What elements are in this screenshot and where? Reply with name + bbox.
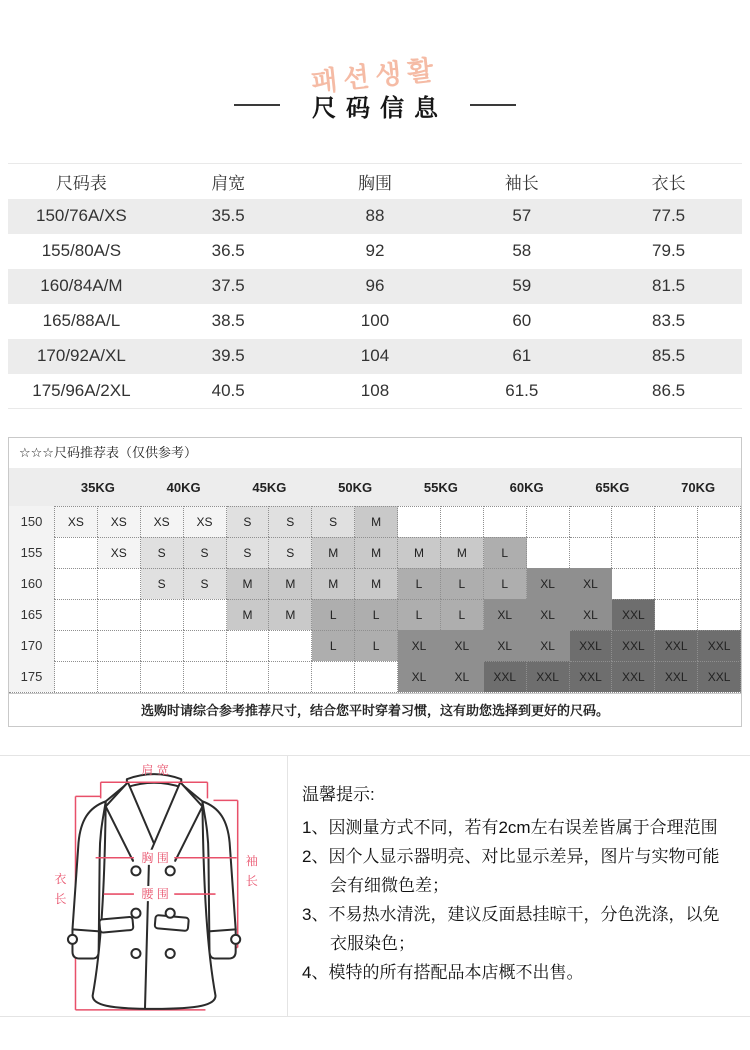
size-table-body: [8, 199, 742, 409]
reco-cell: XL: [527, 630, 570, 661]
reco-cell: XS: [141, 506, 184, 537]
reco-cell: M: [227, 568, 270, 599]
reco-cell: XL: [484, 630, 527, 661]
reco-cell: S: [227, 506, 270, 537]
reco-cell: M: [355, 537, 398, 568]
table-row: [8, 234, 742, 269]
reco-cell: XXL: [612, 661, 655, 692]
reco-cell: [655, 599, 698, 630]
weight-header: 70KG: [681, 479, 716, 495]
reco-cell: [698, 568, 741, 599]
weight-header: 65KG: [595, 479, 630, 495]
reco-cell: S: [141, 537, 184, 568]
size-cell: 61.5: [505, 380, 539, 400]
reco-grid: [9, 506, 741, 693]
shoulder-width-label: 肩 宽: [140, 763, 169, 778]
reco-cell: S: [269, 537, 312, 568]
reco-cell: XXL: [698, 630, 741, 661]
reco-cell: [441, 506, 484, 537]
size-cell: 39.5: [211, 346, 245, 365]
size-table: [8, 163, 742, 409]
page-title: 尺码信息: [312, 94, 448, 122]
reco-cell: S: [312, 506, 355, 537]
size-cell: 175/96A/2XL: [32, 380, 131, 400]
size-cell: 58: [512, 241, 532, 260]
reco-cell: M: [269, 568, 312, 599]
tips-list: [302, 813, 732, 987]
reco-cell: XXL: [527, 661, 570, 692]
reco-cell: XL: [441, 661, 484, 692]
chest-label: 胸 围: [140, 850, 169, 865]
reco-cell: [55, 537, 98, 568]
reco-cell: XL: [398, 661, 441, 692]
reco-cell: XL: [484, 599, 527, 630]
reco-cell: L: [355, 630, 398, 661]
reco-cell: XL: [570, 568, 613, 599]
size-cell: 36.5: [211, 241, 245, 260]
reco-cell: XL: [527, 568, 570, 599]
tips-panel: [288, 756, 750, 1016]
size-cell: 37.5: [211, 276, 245, 295]
reco-cell: M: [269, 599, 312, 630]
reco-cell: [269, 630, 312, 661]
reco-cell: XL: [570, 599, 613, 630]
size-column-header: 胸围: [357, 173, 392, 193]
reco-cell: XL: [527, 599, 570, 630]
reco-cell: [570, 506, 613, 537]
measurement-diagram: [0, 756, 288, 1016]
reco-cell: [141, 630, 184, 661]
reco-cell: [698, 537, 741, 568]
reco-cell: [698, 506, 741, 537]
reco-cell: L: [441, 568, 484, 599]
size-column-header: 尺码表: [55, 173, 107, 193]
reco-cell: S: [184, 568, 227, 599]
size-column-header: 衣长: [651, 173, 686, 193]
title-right-dash: [470, 104, 516, 106]
reco-cell: M: [355, 506, 398, 537]
size-column-header: 袖长: [504, 173, 539, 193]
reco-cell: S: [141, 568, 184, 599]
weight-header: 35KG: [80, 479, 115, 495]
reco-cell: [227, 661, 270, 692]
reco-cell: [184, 661, 227, 692]
weight-header: 45KG: [252, 479, 287, 495]
tip-item: 3、不易热水清洗，建议反面悬挂晾干，分色洗涤，以免衣服染色；: [302, 905, 720, 953]
weight-header: 60KG: [509, 479, 544, 495]
height-label: 150: [9, 506, 55, 537]
reco-cell: [141, 661, 184, 692]
size-cell: 38.5: [211, 311, 245, 330]
reco-cell: L: [484, 568, 527, 599]
reco-cell: XL: [398, 630, 441, 661]
reco-cell: XXL: [655, 661, 698, 692]
reco-cell: XS: [55, 506, 98, 537]
size-cell: 92: [365, 241, 385, 260]
size-cell: 108: [360, 380, 390, 400]
reco-cell: XS: [98, 506, 141, 537]
waist-label: 腰 围: [140, 887, 169, 902]
reco-cell: S: [269, 506, 312, 537]
size-cell: 88: [365, 206, 385, 225]
reco-cell: XXL: [655, 630, 698, 661]
size-cell: 170/92A/XL: [36, 346, 126, 365]
reco-cell: [655, 506, 698, 537]
size-cell: 60: [512, 311, 532, 330]
size-cell: 57: [512, 206, 532, 225]
size-cell: 79.5: [652, 241, 686, 260]
reco-cell: S: [227, 537, 270, 568]
reco-cell: [612, 568, 655, 599]
size-cell: 165/88A/L: [42, 311, 121, 330]
reco-cell: [98, 599, 141, 630]
reco-cell: XS: [98, 537, 141, 568]
recommendation-note: 选购时请综合参考推荐尺寸，结合您平时穿着习惯，这有助您选择到更好的尺码。: [9, 693, 741, 726]
reco-row: [9, 599, 741, 630]
length-label: 衣长: [53, 871, 66, 907]
reco-cell: M: [227, 599, 270, 630]
reco-cell: [269, 661, 312, 692]
size-column-header: 肩宽: [211, 173, 246, 193]
reco-cell: [355, 661, 398, 692]
table-row: [8, 304, 742, 339]
size-cell: 100: [360, 311, 390, 330]
tip-item: 2、因个人显示器明亮、对比显示差异，图片与实物可能会有细微色差；: [302, 847, 720, 895]
sleeve-length-label: 袖长: [245, 853, 258, 888]
reco-cell: XL: [441, 630, 484, 661]
size-cell: 155/80A/S: [41, 241, 122, 260]
reco-cell: [98, 661, 141, 692]
reco-cell: XXL: [484, 661, 527, 692]
weight-header: 50KG: [338, 479, 373, 495]
reco-cell: L: [484, 537, 527, 568]
tip-item: 4、模特的所有搭配品本店概不出售。: [302, 963, 584, 982]
size-cell: 59: [512, 276, 532, 295]
size-cell: 150/76A/XS: [36, 206, 127, 225]
reco-cell: [312, 661, 355, 692]
height-label: 160: [9, 568, 55, 599]
weight-header: 40KG: [166, 479, 201, 495]
reco-cell: [655, 537, 698, 568]
reco-cell: [141, 599, 184, 630]
weight-header-row: [9, 468, 741, 506]
reco-cell: [527, 506, 570, 537]
size-cell: 104: [360, 346, 390, 365]
reco-cell: M: [312, 537, 355, 568]
tips-heading: 温馨提示:: [302, 785, 375, 804]
reco-cell: XXL: [612, 599, 655, 630]
bottom-section: [0, 755, 750, 1017]
reco-cell: [55, 661, 98, 692]
height-label: 170: [9, 630, 55, 661]
reco-cell: [55, 630, 98, 661]
reco-cell: [612, 537, 655, 568]
size-cell: 35.5: [211, 206, 245, 225]
reco-row: [9, 661, 741, 692]
weight-header: 55KG: [423, 479, 458, 495]
reco-cell: XXL: [570, 630, 613, 661]
title-left-dash: [234, 104, 280, 106]
reco-cell: [55, 568, 98, 599]
size-table-header-row: [8, 164, 742, 199]
height-label: 155: [9, 537, 55, 568]
reco-cell: [612, 506, 655, 537]
reco-cell: XXL: [698, 661, 741, 692]
reco-cell: XXL: [612, 630, 655, 661]
reco-cell: XXL: [570, 661, 613, 692]
size-cell: 81.5: [652, 276, 686, 295]
reco-cell: [527, 537, 570, 568]
reco-cell: [655, 568, 698, 599]
table-row: [8, 199, 742, 234]
height-label: 165: [9, 599, 55, 630]
reco-cell: [698, 599, 741, 630]
reco-cell: M: [312, 568, 355, 599]
size-cell: 61: [512, 346, 532, 365]
coat-diagram-drawing: [8, 760, 280, 1012]
reco-cell: [98, 630, 141, 661]
reco-cell: L: [355, 599, 398, 630]
reco-cell: [184, 599, 227, 630]
reco-cell: L: [312, 599, 355, 630]
table-row: [8, 269, 742, 304]
reco-cell: XS: [184, 506, 227, 537]
table-row: [8, 374, 742, 409]
title-row: [0, 90, 750, 120]
size-cell: 96: [365, 276, 385, 295]
reco-cell: [55, 599, 98, 630]
size-cell: 86.5: [652, 380, 686, 400]
reco-row: [9, 537, 741, 568]
reco-cell: [98, 568, 141, 599]
reco-cell: [398, 506, 441, 537]
height-label: 175: [9, 661, 55, 692]
reco-cell: S: [184, 537, 227, 568]
reco-row: [9, 506, 741, 537]
reco-cell: M: [398, 537, 441, 568]
size-recommendation-table: [8, 437, 742, 727]
reco-cell: M: [355, 568, 398, 599]
reco-cell: L: [441, 599, 484, 630]
reco-cell: [227, 630, 270, 661]
table-row: [8, 339, 742, 374]
reco-cell: M: [441, 537, 484, 568]
decorative-korean-text: 패션생활: [309, 54, 441, 98]
tip-item: 1、因测量方式不同，若有2cm左右误差皆属于合理范围: [302, 818, 718, 837]
reco-cell: [184, 630, 227, 661]
reco-row: [9, 568, 741, 599]
recommendation-title: ☆☆☆尺码推荐表（仅供参考）: [19, 445, 197, 460]
reco-cell: L: [312, 630, 355, 661]
reco-cell: [570, 537, 613, 568]
reco-row: [9, 630, 741, 661]
size-cell: 83.5: [652, 311, 686, 330]
reco-cell: L: [398, 568, 441, 599]
size-cell: 85.5: [652, 346, 686, 365]
reco-cell: [484, 506, 527, 537]
size-cell: 160/84A/M: [40, 276, 123, 295]
reco-cell: L: [398, 599, 441, 630]
size-cell: 77.5: [652, 206, 686, 225]
size-cell: 40.5: [211, 380, 245, 400]
